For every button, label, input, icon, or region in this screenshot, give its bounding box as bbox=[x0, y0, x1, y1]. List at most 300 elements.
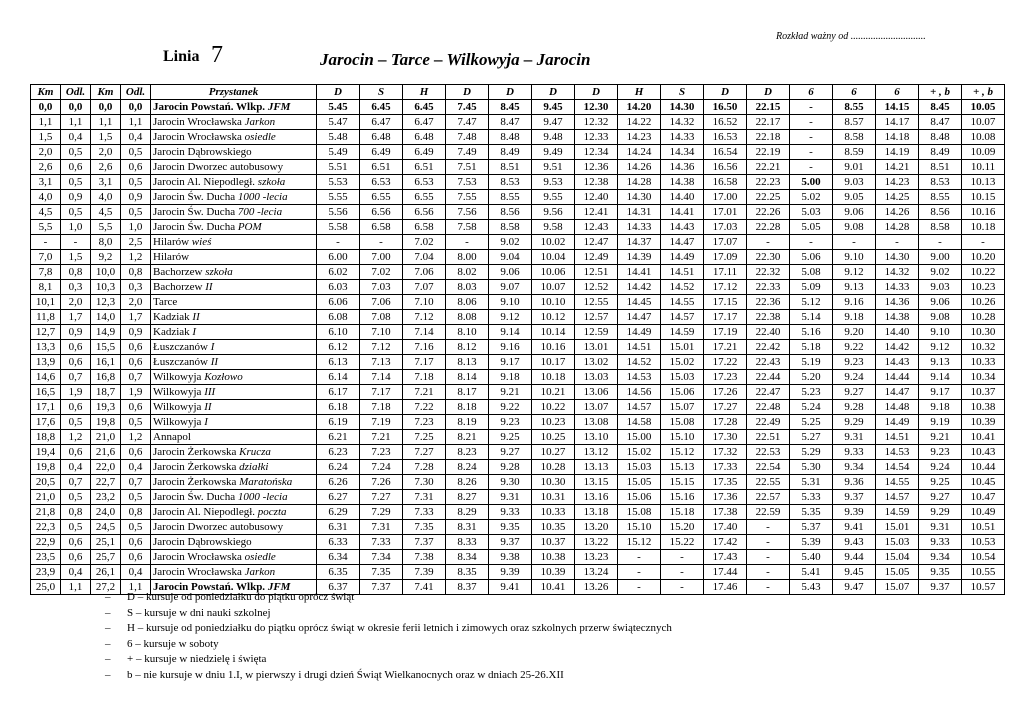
time-cell: 14.36 bbox=[876, 295, 919, 310]
time-cell: 14.40 bbox=[876, 325, 919, 340]
time-cell: 9.36 bbox=[833, 475, 876, 490]
distance-cell: 1,0 bbox=[61, 220, 91, 235]
time-cell: 13.26 bbox=[575, 580, 618, 595]
time-cell: 5.06 bbox=[790, 250, 833, 265]
time-cell: 7.12 bbox=[403, 310, 446, 325]
time-cell: 14.15 bbox=[876, 100, 919, 115]
time-cell: 5.39 bbox=[790, 535, 833, 550]
time-cell: 12.30 bbox=[575, 100, 618, 115]
time-cell: 8.34 bbox=[446, 550, 489, 565]
stop-name: Jarocin Al. Niepodległ. bbox=[153, 175, 256, 188]
distance-cell: 5,5 bbox=[91, 220, 121, 235]
time-cell: 9.18 bbox=[919, 400, 962, 415]
time-cell: 15.15 bbox=[661, 475, 704, 490]
time-cell: 22.53 bbox=[747, 445, 790, 460]
distance-cell: 0,4 bbox=[121, 460, 151, 475]
time-cell: 9.03 bbox=[833, 175, 876, 190]
column-header: D bbox=[446, 85, 489, 100]
time-cell: 5.29 bbox=[790, 445, 833, 460]
time-cell: 8.37 bbox=[446, 580, 489, 595]
time-cell: 13.07 bbox=[575, 400, 618, 415]
time-cell: 5.58 bbox=[317, 220, 360, 235]
time-cell: 9.28 bbox=[489, 460, 532, 475]
time-cell: 9.51 bbox=[532, 160, 575, 175]
time-cell: 6.18 bbox=[317, 400, 360, 415]
time-cell: 7.56 bbox=[446, 205, 489, 220]
time-cell: 9.35 bbox=[919, 565, 962, 580]
time-cell: 12.33 bbox=[575, 130, 618, 145]
time-cell: 10.17 bbox=[532, 355, 575, 370]
stop-qualifier: działki bbox=[239, 460, 269, 473]
time-cell: 15.08 bbox=[618, 505, 661, 520]
distance-cell: 2,0 bbox=[61, 295, 91, 310]
time-cell: 12.52 bbox=[575, 280, 618, 295]
time-cell: 22.21 bbox=[747, 160, 790, 175]
time-cell: 5.45 bbox=[317, 100, 360, 115]
distance-cell: 14,6 bbox=[31, 370, 61, 385]
distance-cell: 1,2 bbox=[121, 430, 151, 445]
stop-qualifier: Jarkon bbox=[244, 565, 276, 578]
distance-cell: 23,2 bbox=[91, 490, 121, 505]
distance-cell: 7,0 bbox=[31, 250, 61, 265]
distance-cell: 14,0 bbox=[91, 310, 121, 325]
distance-cell: 1,5 bbox=[31, 130, 61, 145]
time-cell: 14.38 bbox=[661, 175, 704, 190]
time-cell: 10.54 bbox=[962, 550, 1005, 565]
table-row bbox=[31, 190, 1005, 205]
time-cell: 9.47 bbox=[833, 580, 876, 595]
time-cell: 10.37 bbox=[532, 535, 575, 550]
time-cell: 14.51 bbox=[661, 265, 704, 280]
stop-name: Jarocin Dworzec autobusowy bbox=[153, 160, 284, 173]
time-cell: 9.29 bbox=[833, 415, 876, 430]
table-row bbox=[31, 295, 1005, 310]
distance-cell: 0,9 bbox=[121, 325, 151, 340]
time-cell: 6.27 bbox=[317, 490, 360, 505]
time-cell: 8.55 bbox=[919, 190, 962, 205]
stop-qualifier: 700 -lecia bbox=[237, 205, 283, 218]
time-cell: - bbox=[790, 160, 833, 175]
table-row bbox=[31, 370, 1005, 385]
time-cell: - bbox=[618, 580, 661, 595]
time-cell: 7.30 bbox=[403, 475, 446, 490]
time-cell: 17.21 bbox=[704, 340, 747, 355]
time-cell: 10.22 bbox=[532, 400, 575, 415]
time-cell: 8.00 bbox=[446, 250, 489, 265]
distance-cell: 0,4 bbox=[61, 565, 91, 580]
legend-dash: – bbox=[105, 637, 111, 650]
stop-name: Kadziak bbox=[153, 310, 190, 323]
time-cell: 7.25 bbox=[403, 430, 446, 445]
time-cell: 17.03 bbox=[704, 220, 747, 235]
time-cell: 13.12 bbox=[575, 445, 618, 460]
time-cell: 14.59 bbox=[661, 325, 704, 340]
time-cell: 14.21 bbox=[876, 160, 919, 175]
time-cell: 7.22 bbox=[403, 400, 446, 415]
time-cell: - bbox=[747, 535, 790, 550]
stop-qualifier: II bbox=[205, 280, 213, 293]
column-header: S bbox=[360, 85, 403, 100]
time-cell: 9.27 bbox=[919, 490, 962, 505]
stop-qualifier: JFM bbox=[267, 100, 291, 113]
time-cell: 8.19 bbox=[446, 415, 489, 430]
distance-cell: 0,9 bbox=[61, 190, 91, 205]
time-cell: 12.51 bbox=[575, 265, 618, 280]
time-cell: 9.23 bbox=[489, 415, 532, 430]
time-cell: 7.55 bbox=[446, 190, 489, 205]
time-cell: 7.41 bbox=[403, 580, 446, 595]
time-cell: 12.47 bbox=[575, 235, 618, 250]
distance-cell: 26,1 bbox=[91, 565, 121, 580]
time-cell: 8.06 bbox=[446, 295, 489, 310]
time-cell: 7.34 bbox=[360, 550, 403, 565]
time-cell: 7.49 bbox=[446, 145, 489, 160]
column-header: Przystanek bbox=[151, 85, 317, 100]
stop-qualifier: II bbox=[210, 355, 219, 368]
distance-cell: 19,3 bbox=[91, 400, 121, 415]
stop-name-cell bbox=[151, 490, 317, 505]
time-cell: 7.06 bbox=[403, 265, 446, 280]
distance-cell: 1,7 bbox=[61, 310, 91, 325]
time-cell: 6.48 bbox=[360, 130, 403, 145]
time-cell: 22.59 bbox=[747, 505, 790, 520]
time-cell: 6.17 bbox=[317, 385, 360, 400]
time-cell: 15.02 bbox=[661, 355, 704, 370]
stop-name: Jarocin Św. Ducha bbox=[153, 220, 236, 233]
stop-name: Jarocin Żerkowska bbox=[153, 475, 237, 488]
time-cell: 14.47 bbox=[661, 235, 704, 250]
time-cell: 8.49 bbox=[489, 145, 532, 160]
distance-cell: 0,6 bbox=[61, 340, 91, 355]
time-cell: 15.01 bbox=[661, 340, 704, 355]
line-label: Linia bbox=[163, 48, 200, 65]
distance-cell: 2,0 bbox=[91, 145, 121, 160]
time-cell: 9.24 bbox=[833, 370, 876, 385]
distance-cell: 0,4 bbox=[61, 130, 91, 145]
time-cell: 22.44 bbox=[747, 370, 790, 385]
time-cell: - bbox=[360, 235, 403, 250]
time-cell: 5.14 bbox=[790, 310, 833, 325]
time-cell: 8.03 bbox=[446, 280, 489, 295]
time-cell: 9.28 bbox=[833, 400, 876, 415]
time-cell: 7.18 bbox=[360, 400, 403, 415]
time-cell: 14.33 bbox=[876, 280, 919, 295]
stop-qualifier: Krucza bbox=[239, 445, 271, 458]
time-cell: 10.38 bbox=[532, 550, 575, 565]
time-cell: 17.27 bbox=[704, 400, 747, 415]
time-cell: 17.44 bbox=[704, 565, 747, 580]
time-cell: 22.48 bbox=[747, 400, 790, 415]
time-cell: 22.17 bbox=[747, 115, 790, 130]
distance-cell: 4,5 bbox=[31, 205, 61, 220]
stop-name: Kadziak bbox=[153, 325, 190, 338]
distance-cell: 0,3 bbox=[61, 280, 91, 295]
distance-cell: 13,3 bbox=[31, 340, 61, 355]
time-cell: 17.01 bbox=[704, 205, 747, 220]
time-cell: 13.15 bbox=[575, 475, 618, 490]
time-cell: 8.47 bbox=[489, 115, 532, 130]
time-cell: 10.22 bbox=[962, 265, 1005, 280]
time-cell: 9.23 bbox=[919, 445, 962, 460]
time-cell: 22.38 bbox=[747, 310, 790, 325]
time-cell: 15.13 bbox=[661, 460, 704, 475]
time-cell: 10.16 bbox=[962, 205, 1005, 220]
time-cell: 7.04 bbox=[403, 250, 446, 265]
stop-qualifier: I bbox=[192, 325, 197, 338]
time-cell: 5.31 bbox=[790, 475, 833, 490]
stop-name-cell bbox=[151, 475, 317, 490]
stop-name-cell bbox=[151, 130, 317, 145]
distance-cell: 12,3 bbox=[91, 295, 121, 310]
stop-name-cell bbox=[151, 355, 317, 370]
distance-cell: 0,6 bbox=[61, 355, 91, 370]
stop-name: Jarocin Dworzec autobusowy bbox=[153, 520, 284, 533]
table-row bbox=[31, 505, 1005, 520]
distance-cell: 0,7 bbox=[61, 475, 91, 490]
distance-cell: 1,2 bbox=[121, 250, 151, 265]
column-header: D bbox=[489, 85, 532, 100]
time-cell: - bbox=[661, 550, 704, 565]
distance-cell: 22,9 bbox=[31, 535, 61, 550]
table-row bbox=[31, 175, 1005, 190]
stop-name: Łuszczanów bbox=[153, 340, 208, 353]
stop-qualifier: szkoła bbox=[257, 175, 286, 188]
time-cell: 6.12 bbox=[317, 340, 360, 355]
stop-name: Wilkowyja bbox=[153, 400, 202, 413]
distance-cell: 15,5 bbox=[91, 340, 121, 355]
legend-text: S – kursuje w dni nauki szkolnej bbox=[127, 606, 271, 619]
time-cell: 8.35 bbox=[446, 565, 489, 580]
distance-cell: 0,4 bbox=[121, 130, 151, 145]
time-cell: 22.18 bbox=[747, 130, 790, 145]
time-cell: 14.25 bbox=[876, 190, 919, 205]
time-cell: 9.12 bbox=[489, 310, 532, 325]
time-cell: 15.08 bbox=[661, 415, 704, 430]
time-cell: 12.55 bbox=[575, 295, 618, 310]
stop-name-cell bbox=[151, 235, 317, 250]
time-cell: 17.19 bbox=[704, 325, 747, 340]
time-cell: 14.49 bbox=[876, 415, 919, 430]
time-cell: 8.08 bbox=[446, 310, 489, 325]
time-cell: 7.35 bbox=[403, 520, 446, 535]
time-cell: 8.45 bbox=[919, 100, 962, 115]
distance-cell: 1,9 bbox=[121, 385, 151, 400]
time-cell: 5.03 bbox=[790, 205, 833, 220]
time-cell: 8.33 bbox=[446, 535, 489, 550]
time-cell: 14.23 bbox=[876, 175, 919, 190]
time-cell: 7.35 bbox=[360, 565, 403, 580]
time-cell: 10.28 bbox=[532, 460, 575, 475]
time-cell: 14.18 bbox=[876, 130, 919, 145]
stop-name: Jarocin Powstań. Wlkp. bbox=[153, 100, 266, 113]
time-cell: 16.58 bbox=[704, 175, 747, 190]
time-cell: 13.02 bbox=[575, 355, 618, 370]
time-cell: 7.17 bbox=[403, 355, 446, 370]
time-cell: 8.12 bbox=[446, 340, 489, 355]
distance-cell: 1,1 bbox=[31, 115, 61, 130]
table-row bbox=[31, 355, 1005, 370]
distance-cell: 24,5 bbox=[91, 520, 121, 535]
time-cell: 15.20 bbox=[661, 520, 704, 535]
stop-name: Annapol bbox=[153, 430, 191, 443]
time-cell: 22.36 bbox=[747, 295, 790, 310]
stop-name-cell bbox=[151, 460, 317, 475]
time-cell: 6.33 bbox=[317, 535, 360, 550]
stop-name-cell bbox=[151, 280, 317, 295]
time-cell: 7.58 bbox=[446, 220, 489, 235]
time-cell: 9.14 bbox=[919, 370, 962, 385]
time-cell: 14.30 bbox=[876, 250, 919, 265]
time-cell: 14.41 bbox=[618, 265, 661, 280]
time-cell: 10.09 bbox=[962, 145, 1005, 160]
time-cell: 16.52 bbox=[704, 115, 747, 130]
table-row bbox=[31, 490, 1005, 505]
time-cell: 10.25 bbox=[532, 430, 575, 445]
time-cell: 14.17 bbox=[876, 115, 919, 130]
time-cell: 9.06 bbox=[489, 265, 532, 280]
time-cell: 10.47 bbox=[962, 490, 1005, 505]
time-cell: 7.07 bbox=[403, 280, 446, 295]
time-cell: 14.31 bbox=[618, 205, 661, 220]
time-cell: 22.23 bbox=[747, 175, 790, 190]
distance-cell: 17,6 bbox=[31, 415, 61, 430]
time-cell: 9.18 bbox=[833, 310, 876, 325]
time-cell: 6.45 bbox=[360, 100, 403, 115]
time-cell: 14.43 bbox=[661, 220, 704, 235]
distance-cell: 2,6 bbox=[91, 160, 121, 175]
distance-cell: 0,5 bbox=[61, 490, 91, 505]
time-cell: 5.23 bbox=[790, 385, 833, 400]
stop-name-cell bbox=[151, 100, 317, 115]
time-cell: 13.22 bbox=[575, 535, 618, 550]
time-cell: 17.38 bbox=[704, 505, 747, 520]
time-cell: 9.22 bbox=[489, 400, 532, 415]
time-cell: 7.02 bbox=[360, 265, 403, 280]
time-cell: 9.10 bbox=[919, 325, 962, 340]
time-cell: 10.49 bbox=[962, 505, 1005, 520]
time-cell: 14.47 bbox=[618, 310, 661, 325]
time-cell: 6.56 bbox=[360, 205, 403, 220]
time-cell: 15.12 bbox=[661, 445, 704, 460]
distance-cell: 1,7 bbox=[121, 310, 151, 325]
distance-cell: 19,8 bbox=[31, 460, 61, 475]
time-cell: 14.47 bbox=[876, 385, 919, 400]
time-cell: 14.26 bbox=[876, 205, 919, 220]
time-cell: 5.48 bbox=[317, 130, 360, 145]
time-cell: 9.08 bbox=[919, 310, 962, 325]
distance-cell: 16,1 bbox=[91, 355, 121, 370]
time-cell: 16.54 bbox=[704, 145, 747, 160]
time-cell: 16.56 bbox=[704, 160, 747, 175]
time-cell: 10.07 bbox=[962, 115, 1005, 130]
time-cell: 14.43 bbox=[876, 355, 919, 370]
distance-cell: 21,6 bbox=[91, 445, 121, 460]
distance-cell: 1,0 bbox=[121, 220, 151, 235]
distance-cell: 5,5 bbox=[31, 220, 61, 235]
time-cell: 9.18 bbox=[489, 370, 532, 385]
time-cell: 6.47 bbox=[403, 115, 446, 130]
time-cell: 12.41 bbox=[575, 205, 618, 220]
distance-cell: 7,8 bbox=[31, 265, 61, 280]
time-cell: 6.58 bbox=[360, 220, 403, 235]
time-cell: 14.36 bbox=[661, 160, 704, 175]
distance-cell: 21,8 bbox=[31, 505, 61, 520]
time-cell: 10.33 bbox=[962, 355, 1005, 370]
time-cell: 9.39 bbox=[833, 505, 876, 520]
time-cell: 14.33 bbox=[661, 130, 704, 145]
legend-item bbox=[105, 637, 672, 653]
time-cell: - bbox=[962, 235, 1005, 250]
stop-name: Jarocin Żerkowska bbox=[153, 460, 237, 473]
time-cell: 14.30 bbox=[618, 190, 661, 205]
time-cell: 15.10 bbox=[618, 520, 661, 535]
time-cell: 7.31 bbox=[403, 490, 446, 505]
time-cell: 13.20 bbox=[575, 520, 618, 535]
distance-cell: 0,8 bbox=[121, 265, 151, 280]
stop-name: Jarocin Wrocławska bbox=[153, 130, 242, 143]
time-cell: 7.39 bbox=[403, 565, 446, 580]
table-row bbox=[31, 430, 1005, 445]
time-cell: 9.07 bbox=[489, 280, 532, 295]
time-cell: 15.18 bbox=[661, 505, 704, 520]
time-cell: 14.28 bbox=[618, 175, 661, 190]
distance-cell: 18,7 bbox=[91, 385, 121, 400]
stop-qualifier: JFM bbox=[267, 580, 291, 593]
table-row bbox=[31, 160, 1005, 175]
stop-name: Hilarów bbox=[153, 235, 190, 248]
time-cell: 9.03 bbox=[919, 280, 962, 295]
time-cell: - bbox=[747, 520, 790, 535]
time-cell: 15.03 bbox=[876, 535, 919, 550]
time-cell: 9.10 bbox=[489, 295, 532, 310]
distance-cell: 25,7 bbox=[91, 550, 121, 565]
time-cell: 12.49 bbox=[575, 250, 618, 265]
stop-name: Jarocin Św. Ducha bbox=[153, 490, 236, 503]
distance-cell: 0,6 bbox=[121, 160, 151, 175]
distance-cell: 1,5 bbox=[91, 130, 121, 145]
time-cell: 15.01 bbox=[876, 520, 919, 535]
distance-cell: 0,0 bbox=[31, 100, 61, 115]
time-cell: 6.00 bbox=[317, 250, 360, 265]
distance-cell: 0,7 bbox=[61, 370, 91, 385]
stop-name: Jarocin Św. Ducha bbox=[153, 205, 236, 218]
time-cell: 9.05 bbox=[833, 190, 876, 205]
time-cell: 8.10 bbox=[446, 325, 489, 340]
time-cell: 15.06 bbox=[661, 385, 704, 400]
time-cell: 10.02 bbox=[532, 235, 575, 250]
time-cell: 8.26 bbox=[446, 475, 489, 490]
stop-name-cell bbox=[151, 160, 317, 175]
time-cell: 8.55 bbox=[489, 190, 532, 205]
time-cell: 10.38 bbox=[962, 400, 1005, 415]
time-cell: 14.52 bbox=[661, 280, 704, 295]
stop-qualifier: osiedle bbox=[244, 130, 276, 143]
time-cell: 9.39 bbox=[489, 565, 532, 580]
distance-cell: 10,0 bbox=[91, 265, 121, 280]
time-cell: 13.24 bbox=[575, 565, 618, 580]
stop-name: Jarocin Powstań. Wlkp. bbox=[153, 580, 266, 593]
time-cell: 14.55 bbox=[876, 475, 919, 490]
time-cell: 17.00 bbox=[704, 190, 747, 205]
time-cell: 8.14 bbox=[446, 370, 489, 385]
time-cell: 7.29 bbox=[360, 505, 403, 520]
table-row bbox=[31, 235, 1005, 250]
distance-cell: 23,9 bbox=[31, 565, 61, 580]
time-cell: 9.02 bbox=[489, 235, 532, 250]
legend-item bbox=[105, 590, 672, 606]
legend-item bbox=[105, 652, 672, 668]
time-cell: 6.58 bbox=[403, 220, 446, 235]
